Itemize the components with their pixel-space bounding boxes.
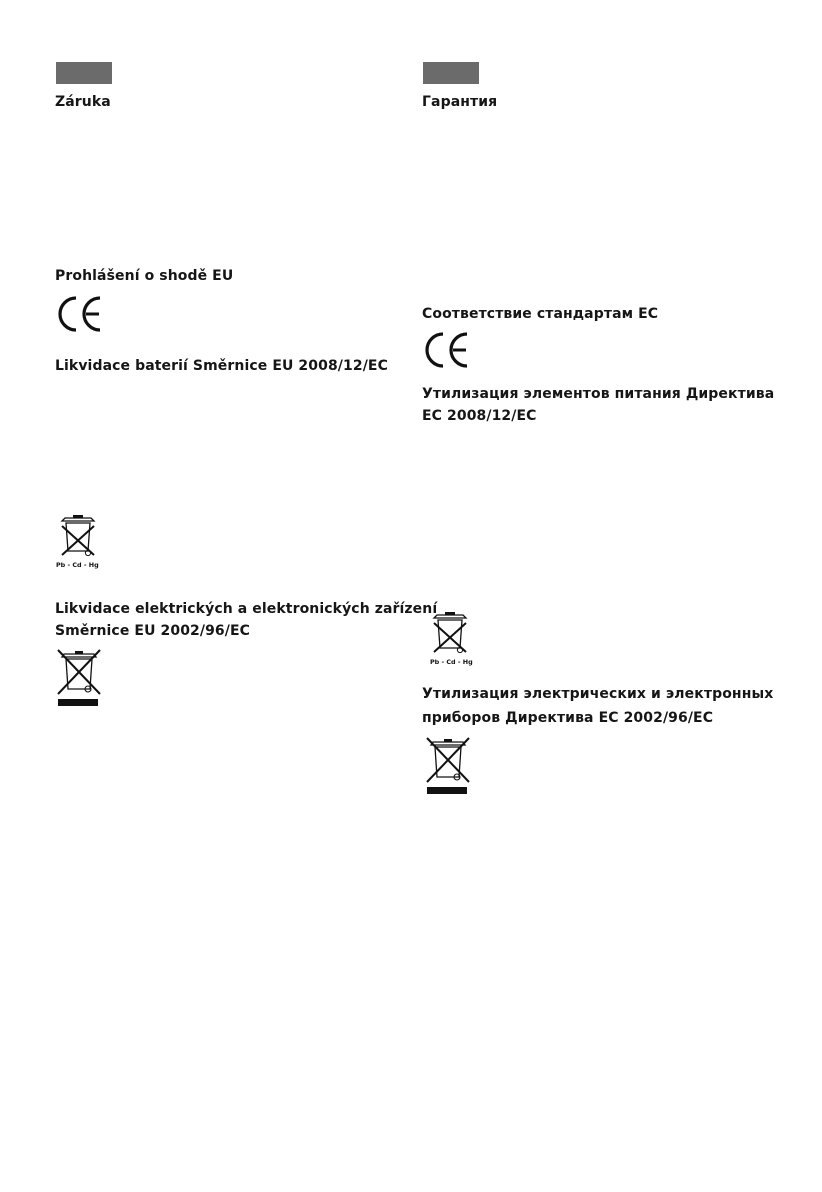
ce-declaration-title: Prohlášení o shodě EU	[55, 268, 234, 284]
crossed-out-bin-battery-icon	[54, 513, 108, 571]
pb-cd-hg-label: Pb - Cd - Hg	[430, 658, 473, 666]
crossed-out-wheelie-bin-icon	[55, 646, 105, 708]
ce-mark-icon	[422, 331, 470, 369]
battery-disposal-title-line2: ЕС 2008/12/EC	[422, 408, 537, 424]
crossed-out-bin-battery-icon	[426, 610, 480, 668]
warranty-title: Záruka	[55, 94, 111, 110]
weee-disposal-title-line1: Утилизация электрических и электронных	[422, 686, 774, 702]
weee-disposal-title-line1: Likvidace elektrických a elektronických zařízení	[55, 601, 438, 617]
battery-disposal-title-line1: Утилизация элементов питания Директива	[422, 386, 775, 402]
weee-disposal-title-line2: приборов Директива ЕС 2002/96/EC	[422, 710, 714, 726]
crossed-out-wheelie-bin-icon	[424, 734, 474, 796]
section-tab-marker	[56, 62, 112, 84]
ce-mark-icon	[55, 295, 103, 333]
ce-declaration-title: Соответствие стандартам ЕС	[422, 306, 659, 322]
weee-disposal-title-line2: Směrnice EU 2002/96/EC	[55, 623, 251, 639]
warranty-title: Гарантия	[422, 94, 498, 110]
pb-cd-hg-label: Pb - Cd - Hg	[56, 561, 99, 569]
battery-disposal-title: Likvidace baterií Směrnice EU 2008/12/EC	[55, 358, 388, 374]
section-tab-marker	[423, 62, 479, 84]
